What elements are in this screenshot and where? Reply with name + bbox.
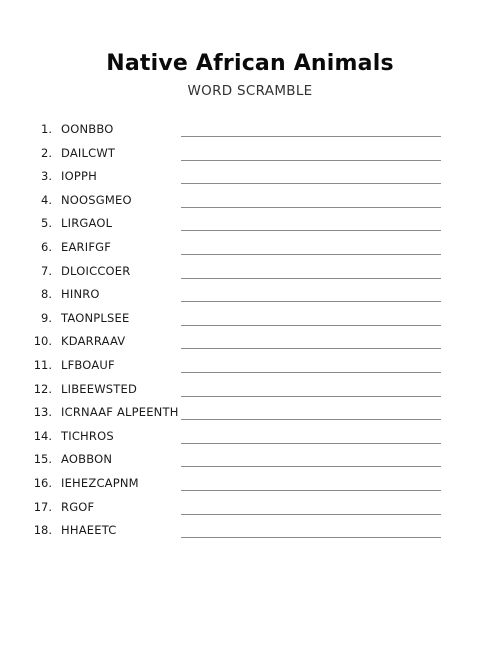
answer-line	[181, 160, 441, 161]
item-number: 18.	[33, 523, 52, 538]
list-item	[0, 426, 500, 450]
list-item	[0, 237, 500, 261]
item-number: 12.	[33, 381, 52, 396]
answer-line	[181, 278, 441, 279]
list-item	[0, 473, 500, 497]
item-number: 13.	[33, 405, 52, 420]
scrambled-word: HINRO	[61, 287, 100, 302]
list-item	[0, 355, 500, 379]
answer-line	[181, 136, 441, 137]
item-number: 17.	[33, 499, 52, 514]
item-number: 16.	[33, 475, 52, 490]
list-item	[0, 308, 500, 332]
list-item	[0, 449, 500, 473]
worksheet-title: Native African Animals	[106, 51, 394, 76]
item-number: 5.	[41, 216, 52, 231]
item-number: 6.	[41, 239, 52, 254]
scrambled-word: TAONPLSEE	[61, 310, 130, 325]
item-number: 4.	[41, 192, 52, 207]
answer-line	[181, 466, 441, 467]
answer-line	[181, 443, 441, 444]
item-number: 9.	[41, 310, 52, 325]
worksheet-subtitle: WORD SCRAMBLE	[187, 83, 313, 99]
scrambled-word: LIRGAOL	[61, 216, 113, 231]
answer-line	[181, 254, 441, 255]
answer-line	[181, 207, 441, 208]
item-number: 3.	[41, 169, 52, 184]
item-number: 15.	[33, 452, 52, 467]
list-item	[0, 143, 500, 167]
answer-line	[181, 230, 441, 231]
answer-line	[181, 325, 441, 326]
scrambled-word: LIBEEWSTED	[61, 381, 138, 396]
item-number: 7.	[41, 263, 52, 278]
list-item	[0, 190, 500, 214]
scrambled-word: DAILCWT	[61, 145, 116, 160]
item-number: 8.	[41, 287, 52, 302]
list-item	[0, 261, 500, 285]
list-item	[0, 166, 500, 190]
answer-line	[181, 372, 441, 373]
list-item	[0, 402, 500, 426]
answer-line	[181, 537, 441, 538]
list-item	[0, 119, 500, 143]
scrambled-word: DLOICCOER	[61, 263, 131, 278]
scrambled-word: NOOSGMEO	[61, 192, 132, 207]
list-item	[0, 497, 500, 521]
item-number: 14.	[33, 428, 52, 443]
scrambled-word: EARIFGF	[61, 239, 112, 254]
answer-line	[181, 419, 441, 420]
answer-line	[181, 301, 441, 302]
list-item	[0, 520, 500, 544]
scrambled-word: IOPPH	[61, 169, 97, 184]
answer-line	[181, 183, 441, 184]
scrambled-word: AOBBON	[61, 452, 113, 467]
answer-line	[181, 514, 441, 515]
scrambled-word: KDARRAAV	[61, 334, 126, 349]
scramble-list	[0, 119, 500, 544]
scrambled-word: TICHROS	[61, 428, 114, 443]
scrambled-word: OONBBO	[61, 122, 114, 136]
answer-line	[181, 490, 441, 491]
scrambled-word: IEHEZCAPNM	[61, 475, 139, 490]
item-number: 2.	[41, 145, 52, 160]
scrambled-word: LFBOAUF	[61, 357, 115, 372]
answer-line	[181, 396, 441, 397]
list-item	[0, 379, 500, 403]
list-item	[0, 213, 500, 237]
list-item	[0, 331, 500, 355]
scrambled-word: HHAEETC	[61, 523, 117, 538]
scrambled-word: ICRNAAF ALPEENTH	[61, 405, 179, 420]
scrambled-word: RGOF	[61, 499, 95, 514]
answer-line	[181, 348, 441, 349]
list-item	[0, 284, 500, 308]
item-number: 11.	[33, 357, 52, 372]
item-number: 10.	[33, 334, 52, 349]
item-number: 1.	[41, 122, 52, 136]
